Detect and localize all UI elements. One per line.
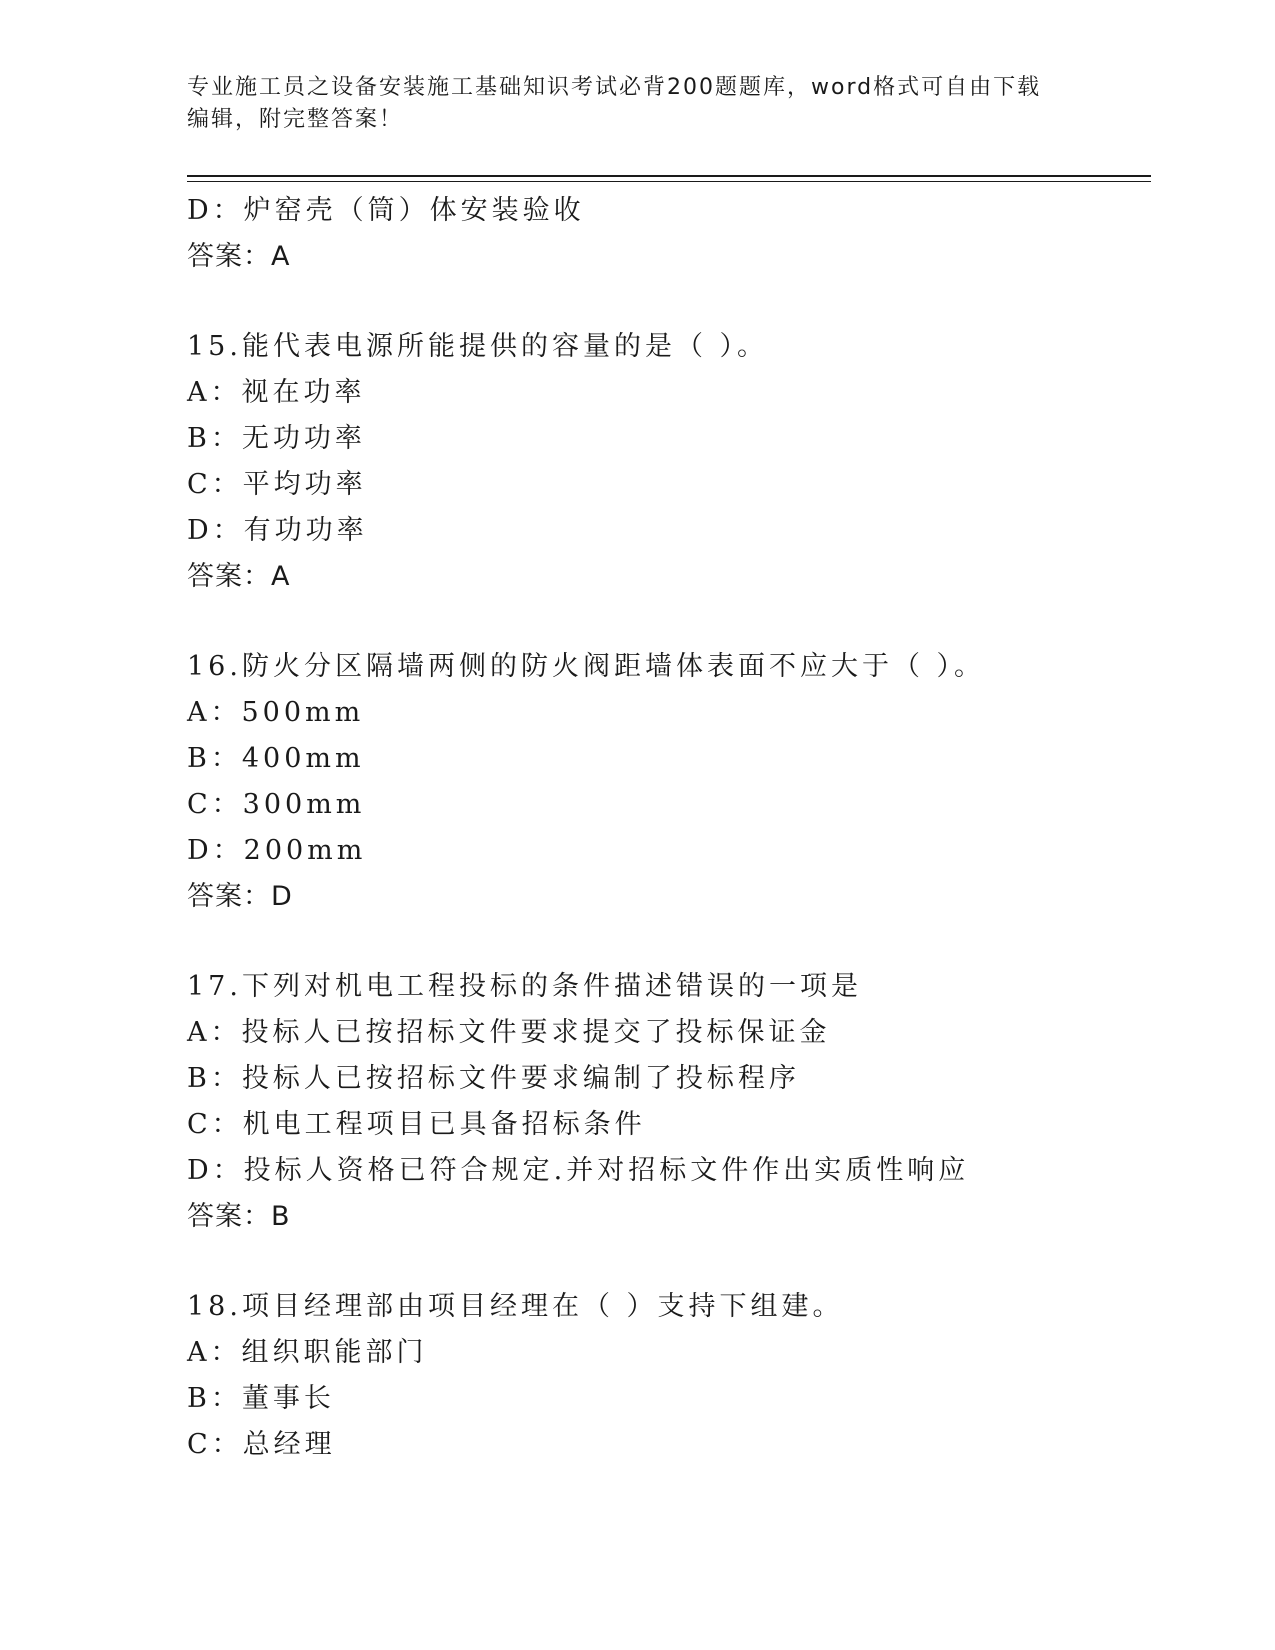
header-divider-thin: [187, 181, 1151, 182]
header-divider-thick: [187, 175, 1151, 177]
spacer: [187, 920, 1147, 964]
answer-line: 答案：D: [187, 881, 293, 912]
option-a: A：500mm: [187, 697, 365, 728]
option-b: B：无功功率: [187, 423, 366, 454]
option-c: C：机电工程项目已具备招标条件: [187, 1109, 646, 1140]
option-d: D：炉窑壳（筒）体安装验收: [187, 195, 585, 226]
question-stem: 17.下列对机电工程投标的条件描述错误的一项是: [187, 971, 862, 1002]
question-stem: 18.项目经理部由项目经理在（ ）支持下组建。: [187, 1291, 844, 1322]
option-b: B：董事长: [187, 1383, 335, 1414]
question-stem: 16.防火分区隔墙两侧的防火阀距墙体表面不应大于（ ）。: [187, 651, 986, 682]
option-c: C：300mm: [187, 789, 366, 820]
option-a: A：投标人已按招标文件要求提交了投标保证金: [187, 1017, 831, 1048]
question-stem: 15.能代表电源所能提供的容量的是（ ）。: [187, 331, 769, 362]
option-d: D：200mm: [187, 835, 367, 866]
answer-line: 答案：A: [187, 561, 291, 592]
question-block-15: [187, 324, 1147, 600]
option-c: C：平均功率: [187, 469, 367, 500]
spacer: [187, 1240, 1147, 1284]
option-d: D：有功功率: [187, 515, 368, 546]
option-d: D：投标人资格已符合规定.并对招标文件作出实质性响应: [187, 1155, 970, 1186]
question-block-17: [187, 964, 1147, 1240]
header-title-line-1: 专业施工员之设备安装施工基础知识考试必背200题题库，word格式可自由下载: [187, 75, 1042, 100]
document-body: [187, 188, 1147, 1468]
question-block-16: [187, 644, 1147, 920]
option-b: B：400mm: [187, 743, 365, 774]
spacer: [187, 600, 1147, 644]
option-a: A：视在功率: [187, 377, 366, 408]
option-c: C：总经理: [187, 1429, 336, 1460]
spacer: [187, 280, 1147, 324]
answer-line: 答案：A: [187, 241, 291, 272]
document-header: [187, 72, 1067, 136]
answer-line: 答案：B: [187, 1201, 291, 1232]
question-block-18: [187, 1284, 1147, 1468]
question-block-14: [187, 188, 1147, 280]
option-b: B：投标人已按招标文件要求编制了投标程序: [187, 1063, 800, 1094]
header-title-line-2: 编辑，附完整答案！: [187, 107, 404, 132]
option-a: A：组织职能部门: [187, 1337, 428, 1368]
